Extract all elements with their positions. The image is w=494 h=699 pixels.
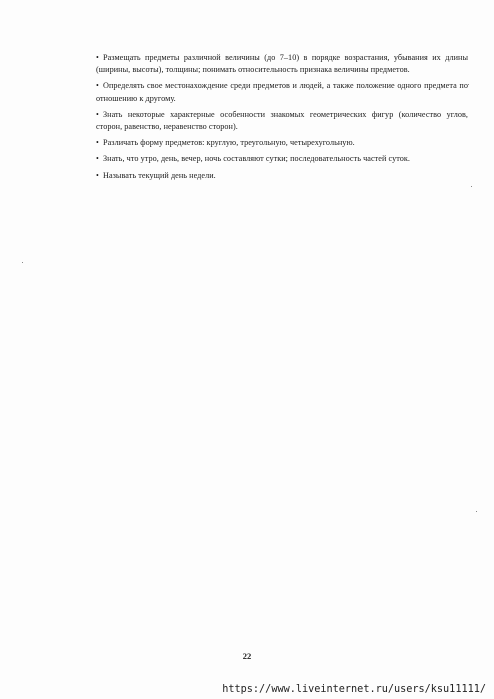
list-item-text: Различать форму предметов: круглую, треугольную, четырехугольную. (103, 138, 355, 148)
list-item (96, 153, 468, 165)
list-item-text: Определять свое местонахождение среди предметов и людей, а также положение одного предмета по отношению к другому. (96, 81, 468, 103)
scan-speck (22, 262, 23, 263)
bullet-marker: • (96, 53, 99, 62)
bullet-marker: • (96, 170, 99, 180)
list-item-text: Знать некоторые характерные особенности знакомых геометрических фигур (количество углов, сторон, равенство, неравенство сторон). (96, 109, 468, 132)
scan-speck (476, 511, 477, 512)
list-item-text: Размещать предметы различной величины (до 7–10) в порядке возрастания, убывания их длины (ширины, высоты), толщины; понимать относительность признака величины предметов. (96, 53, 468, 75)
bullet-marker: • (96, 109, 99, 119)
list-item (96, 52, 468, 76)
list-item (96, 137, 468, 149)
list-item-text: Знать, что утро, день, вечер, ночь составляют сутки; последовательность частей суток. (103, 154, 411, 164)
list-item (96, 80, 468, 104)
list-item-text: Называть текущий день недели. (103, 170, 216, 180)
bullet-marker: • (96, 154, 99, 164)
bullet-marker: • (96, 138, 99, 148)
watermark-url[interactable]: https://www.liveinternet.ru/users/ksu11111/ (222, 684, 486, 695)
list-item (96, 109, 468, 133)
bullet-marker: • (96, 81, 99, 91)
scan-speck (471, 186, 472, 187)
page-number: 22 (242, 651, 252, 661)
bullet-list (96, 52, 468, 186)
list-item (96, 170, 468, 182)
scan-speck (468, 84, 469, 85)
